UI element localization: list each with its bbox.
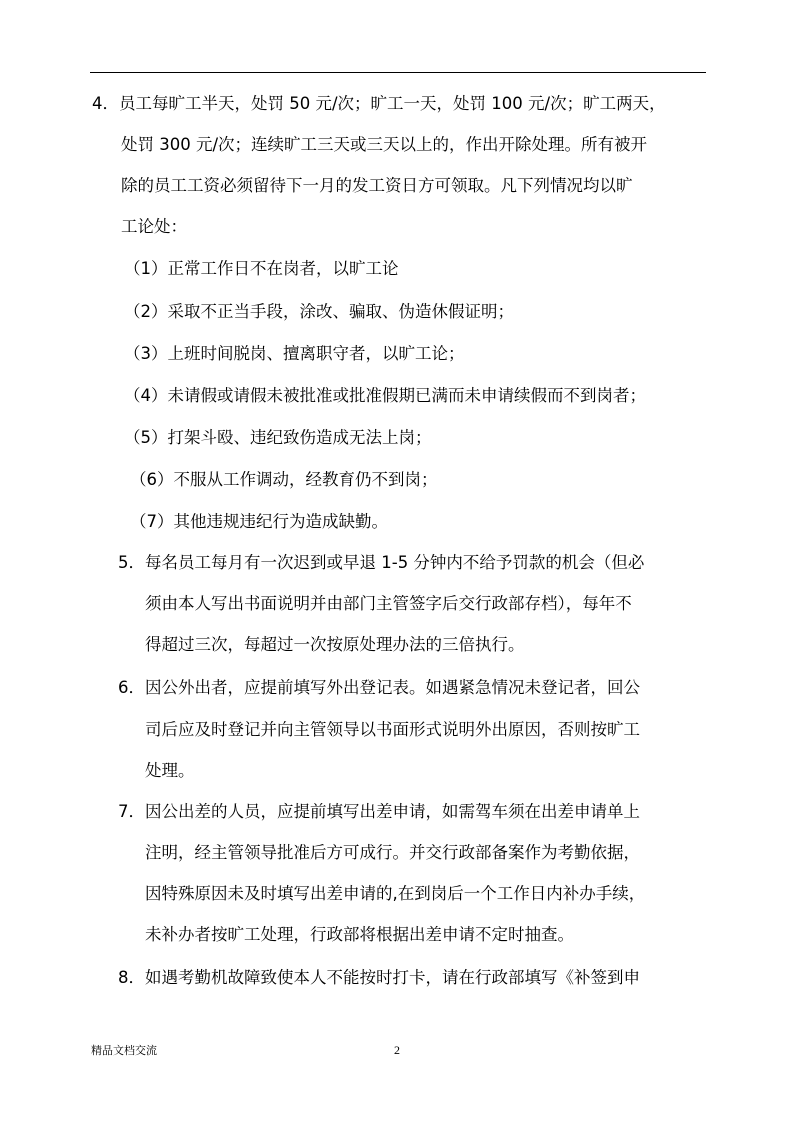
footer-left-text: 精品文档交流 (91, 1044, 157, 1057)
list-item: （3）上班时间脱岗、擅离职守者，以旷工论； (124, 344, 465, 363)
text-line: 得超过三次，每超过一次按原处理办法的三倍执行。 (145, 635, 525, 654)
list-item: （6）不服从工作调动，经教育仍不到岗； (130, 470, 438, 489)
text-line: 工论处： (121, 217, 187, 236)
text-line: 7．因公出差的人员，应提前填写出差申请，如需驾车须在出差申请单上 (118, 802, 640, 821)
header-rule (90, 72, 706, 73)
text-line: 注明，经主管领导批准后方可成行。并交行政部备案作为考勤依据， (145, 843, 640, 862)
list-item: （4）未请假或请假未被批准或批准假期已满而未申请续假而不到岗者； (124, 386, 646, 405)
text-line: 4．员工每旷工半天，处罚 50 元/次；旷工一天，处罚 100 元/次；旷工两天， (92, 94, 666, 113)
list-item: （5）打架斗殴、违纪致伤造成无法上岗； (124, 428, 432, 447)
text-line: 未补办者按旷工处理，行政部将根据出差申请不定时抽查。 (145, 925, 574, 944)
text-line: 处理。 (145, 761, 195, 780)
text-line: 8．如遇考勤机故障致使本人不能按时打卡，请在行政部填写《补签到申 (118, 968, 640, 987)
page-number: 2 (394, 1043, 400, 1057)
text-line: 处罚 300 元/次；连续旷工三天或三天以上的，作出开除处理。所有被开 (121, 135, 648, 154)
text-line: 6．因公外出者，应提前填写外出登记表。如遇紧急情况未登记者，回公 (118, 678, 640, 697)
list-item: （2）采取不正当手段，涂改、骗取、伪造休假证明； (124, 302, 514, 321)
text-line: 除的员工工资必须留待下一月的发工资日方可领取。凡下列情况均以旷 (121, 176, 633, 195)
text-line: 须由本人写出书面说明并由部门主管签字后交行政部存档），每年不 (145, 594, 632, 613)
text-line: 5．每名员工每月有一次迟到或早退 1-5 分钟内不给予罚款的机会（但必 (118, 553, 645, 572)
text-line: 因特殊原因未及时填写出差申请的,在到岗后一个工作日内补办手续， (145, 884, 646, 903)
list-item: （1）正常工作日不在岗者，以旷工论 (124, 259, 399, 278)
text-line: 司后应及时登记并向主管领导以书面形式说明外出原因，否则按旷工 (145, 720, 640, 739)
list-item: （7）其他违规违纪行为造成缺勤。 (130, 512, 388, 531)
